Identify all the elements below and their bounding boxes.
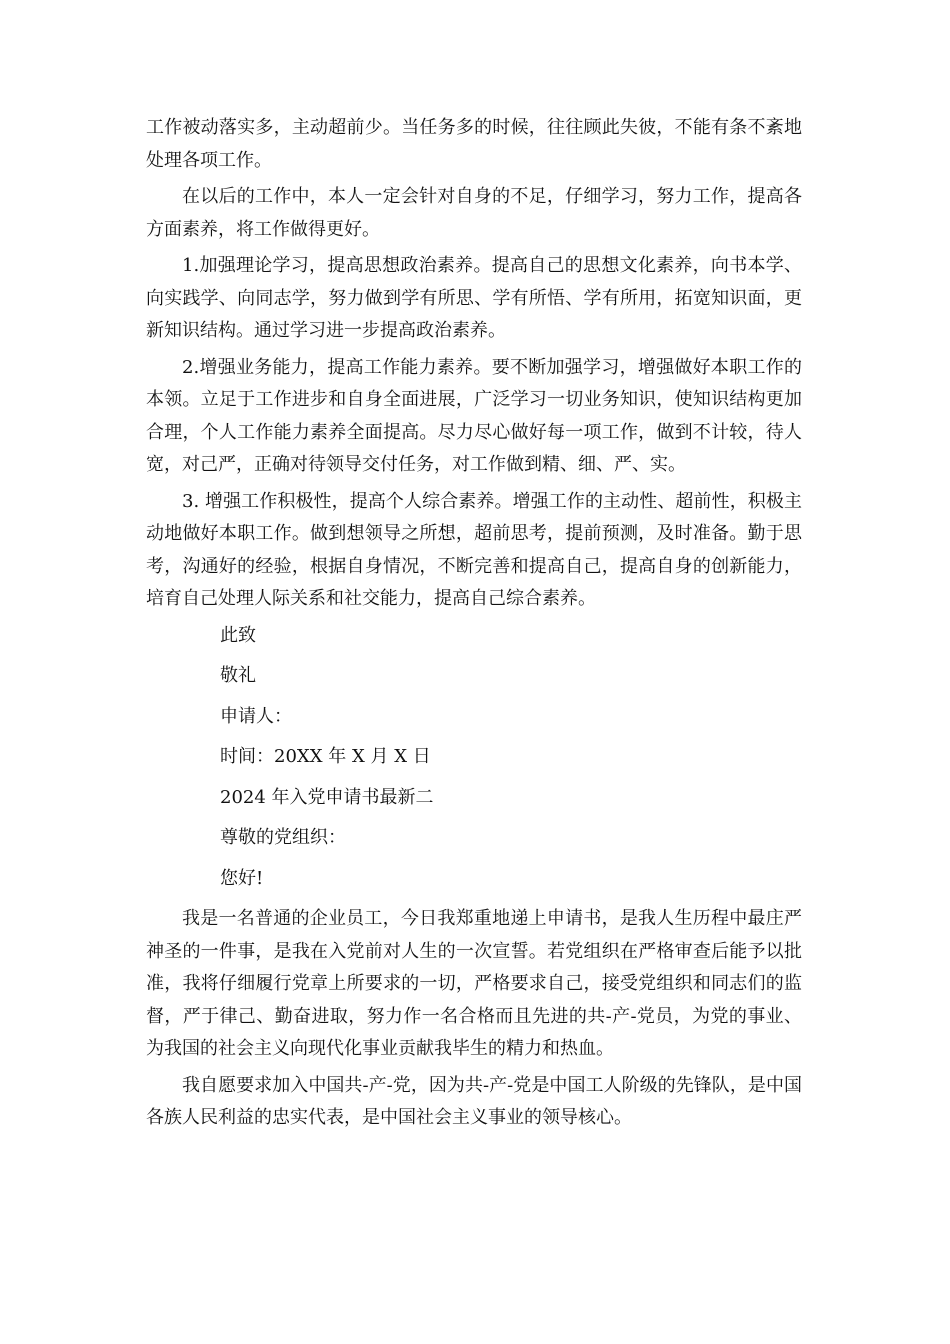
paragraph-improvement-intro: 在以后的工作中，本人一定会针对自身的不足，仔细学习，努力工作，提高各方面素养，将工作做得更好。 <box>146 186 802 240</box>
paragraph-second-letter-2: 我自愿要求加入中国共-产-党，因为共-产-党是中国工人阶级的先锋队，是中国各族人民利益的忠实代表，是中国社会主义事业的领导核心。 <box>146 1074 802 1128</box>
second-letter-title: 2024 年入党申请书最新二 <box>220 786 434 808</box>
paragraph-continued: 工作被动落实多，主动超前少。当任务多的时候，往往顾此失彼，不能有条不紊地处理各项工作。 <box>146 117 802 171</box>
paragraph-second-letter-1: 我是一名普通的企业员工，今日我郑重地递上申请书，是我人生历程中最庄严神圣的一件事，是我在入党前对人生的一次宣誓。若党组织在严格审查后能予以批准，我将仔细履行党章上所要求的一切，严格要求自己，接受党组织和同志们的监督，严于律己、勤奋进取，努力作一名合格而且先进的共-产-党员，为党的事业、为我国的社会主义向现代化事业贡献我毕生的精力和热血。 <box>146 908 802 1059</box>
closing-salutation-2: 敬礼 <box>220 665 256 686</box>
second-letter-greeting: 尊敬的党组织： <box>220 827 346 848</box>
paragraph-point-3: 3. 增强工作积极性，提高个人综合素养。增强工作的主动性、超前性，积极主动地做好本职工作。做到想领导之所想，超前思考，提前预测，及时准备。勤于思考，沟通好的经验，根据自身情况，不断完善和提高自己，提高自身的创新能力，培育自己处理人际关系和社交能力，提高自己综合素养。 <box>146 490 802 609</box>
second-letter-hello: 您好! <box>220 867 264 889</box>
closing-salutation-1: 此致 <box>220 624 256 646</box>
date-line: 时间：20XX 年 X 月 X 日 <box>220 746 431 767</box>
paragraph-point-2: 2.增强业务能力，提高工作能力素养。要不断加强学习，增强做好本职工作的本领。立足于工作进步和自身全面进展，广泛学习一切业务知识，使知识结构更加合理，个人工作能力素养全面提高。尽力尽心做好每一项工作，做到不计较，待人宽，对己严，正确对待领导交付任务，对工作做到精、细、严、实。 <box>146 356 802 475</box>
paragraph-point-1: 1.加强理论学习，提高思想政治素养。提高自己的思想文化素养，向书本学、向实践学、向同志学，努力做到学有所思、学有所悟、学有所用，拓宽知识面，更新知识结构。通过学习进一步提高政治素养。 <box>146 255 802 341</box>
document-page <box>146 112 802 1139</box>
applicant-label: 申请人： <box>220 705 292 727</box>
